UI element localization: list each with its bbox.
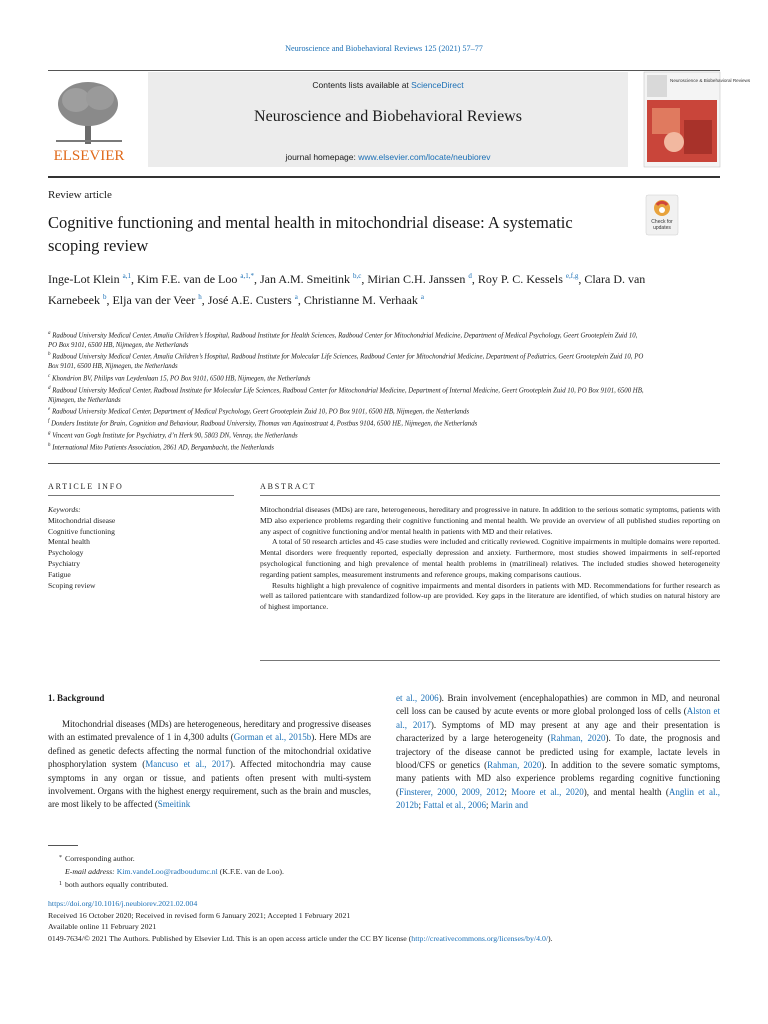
footnotes [48,852,548,891]
citation-link[interactable]: Smeitink [157,799,191,810]
author-name: Kim F.E. van de Loo [137,272,238,286]
journal-title[interactable]: Neuroscience and Biobehavioral Reviews [254,108,522,125]
author-separator: , [106,293,113,307]
affiliation-text: Donders Institute for Brain, Cognition and Behaviour, Radboud University, Thomas van Aquinostraat 4, Postbus 9104, 6500 HE, Nijmegen, the Netherlands [51,420,478,428]
body-text: ; [418,800,424,811]
author-affil-sup[interactable]: a,1,* [240,272,254,280]
keywords-block [48,505,234,591]
body-text: ; [486,800,491,811]
author-name: Roy P. C. Kessels [477,272,563,286]
body-text: ). Symptoms of MD may present at any age and their presentation is characterized by a large heterogeneity ( [396,719,720,744]
section-rule [48,463,720,464]
affiliation-text: Vincent van Gogh Institute for Psychiatry, d’n Herk 90, 5803 DN, Venray, the Netherlands [52,432,298,440]
affiliation-key: a [48,331,51,336]
badge-text-line1: Check for [651,219,673,225]
citation-link[interactable]: Mancuso et al., 2017 [145,759,230,770]
article-info-rule [48,495,234,496]
body-text: ). In addition to the severe somatic symptoms, many patients with MD also experience problems regarding cognitive functioning ( [396,760,721,797]
author-separator: , [361,272,368,286]
affiliation-text: Radboud University Medical Center, Amalia Children’s Hospital, Radboud Institute for Molecular Life Sciences, Radboud Center for Mitochondrial Medicine, Department of Pediatrics, Geert Grooteplein Zuid 10, PO Box 9101, 6500 HB, Nijmegen, the Netherlands [48,353,644,371]
affiliation-key: g [48,430,51,436]
keywords-label: Keywords: [48,505,81,514]
affiliation-text: Radboud University Medical Center, Department of Medical Psychology, Geert Grooteplein Zuid 10, PO Box 9101, 6500 HB, Nijmegen, the Netherlands [51,408,470,416]
citation-link[interactable]: Rahman, 2020 [487,760,542,771]
citation-link[interactable]: Moore et al., 2020 [511,786,584,797]
body-column-right [396,692,720,813]
citation-link[interactable]: Gorman et al., 2015b [233,732,312,743]
body-text: ). Brain involvement (encephalopathies) are common in MD, and neuronal cell loss can be caused by acute events or more global prolonged loss of cells ( [396,693,720,717]
affiliation [48,417,648,429]
author-separator: , [253,272,260,286]
elsevier-logo[interactable] [48,78,130,164]
homepage-prefix: journal homepage: [285,152,359,162]
citation-link[interactable]: Rahman, 2020 [550,733,606,744]
abstract-end-rule [260,660,720,661]
author[interactable] [112,293,201,307]
footnote-text: both authors equally contributed. [65,880,169,889]
body-text: Mitochondrial diseases (MDs) are heterogeneous, hereditary and progressive diseases with an estimated prevalence of 1 in 4,300 adults ( [48,719,371,743]
affiliation-key: e [48,407,51,413]
author[interactable] [137,272,254,286]
abstract-paragraph: A total of 50 research articles and 45 case studies were included and critically reviewed. Cognitive impairments in multiple domains were reported. Mental disorders were frequently reported, especially depression and anxiety. Furthermore, most studies showed impairments in self-reported psychological functioning and high prevalence of mental health problems in (matrilineal) relatives. The included studies showed heterogeneity regarding patient samples, measurement instruments and reference groups, making comparisons cautious. [260,537,720,579]
author-affil-sup[interactable]: e,f,g [565,272,579,280]
affiliation-text: International Mito Patients Association, 2861 AD, Bergambacht, the Netherlands [52,444,274,452]
affiliation [48,372,648,384]
author-name: Jan A.M. Smeitink [259,272,350,286]
author-affil-sup[interactable]: a,1 [122,272,132,280]
author-affil-sup[interactable]: b [102,293,107,301]
article-type: Review article [48,189,112,201]
top-rule [48,70,720,71]
author-affil-sup[interactable]: a [420,293,425,301]
elsevier-tree-icon [48,78,130,164]
citation-link[interactable]: Finsterer, 2000, 2009, 2012 [399,786,505,797]
affiliation [48,350,648,371]
author-separator: , [201,293,208,307]
citation-link[interactable]: Marin and [490,800,529,811]
keyword: Psychiatry [48,558,81,568]
footnote-corresponding [48,852,548,865]
homepage-link[interactable]: www.elsevier.com/locate/neubiorev [358,152,491,162]
citation-link[interactable]: Alston et al., 2017 [396,706,721,730]
cover-title: Neuroscience & Biobehavioral Reviews [670,78,751,83]
affiliation [48,405,648,417]
author-name: Christianne M. Verhaak [303,293,418,307]
affiliation-key: h [48,442,51,448]
keyword: Mental health [48,537,90,547]
author-separator: , [131,272,138,286]
received-dates: Received 16 October 2020; Received in revised form 6 January 2021; Accepted 1 February 2021 [48,910,351,920]
abstract-paragraph: Results highlight a high prevalence of cognitive impairments and mental disorders in patients with MD. Recommendations for further research as well as tailored patientcare with standardized follow-up are provided. Key gaps in the literature are identified, of which studies on natural history are of highest importance. [260,580,720,612]
email-label: E-mail address: [65,867,117,876]
masthead-rule [48,176,720,178]
affiliation [48,384,648,405]
affiliation [48,329,648,350]
author[interactable] [304,293,424,307]
affiliation-text: Radboud University Medical Center, Radboud Institute for Molecular Life Sciences, Radboud Center for Mitochondrial Medicine, Department of Internal Medicine, Geert Grooteplein Zuid 10, PO Box 9101, 6500 HB, Nijmegen, the Netherlands [48,387,644,404]
check-updates-icon [646,195,678,235]
affiliation-text: Radboud University Medical Center, Amalia Children’s Hospital, Radboud Institute for Health Sciences, Radboud Center for Mitochondrial Medicine, Department of Medical Psychology, Geert Grooteplein Zuid 10, PO Box 9101, 6500 HB, Nijmegen, the Netherlands [48,332,638,349]
author[interactable] [48,272,131,286]
license-prefix: 0149-7634/© 2021 The Authors. Published by Elsevier Ltd. This is an open access article under the CC BY license ( [48,933,412,943]
affiliation-list [48,329,648,453]
journal-cover-image[interactable] [644,72,751,167]
badge-text-line2: updates [653,225,671,231]
keyword: Scoping review [48,580,96,590]
article-title: Cognitive functioning and mental health in mitochondrial disease: A systematic scoping review [48,213,573,255]
abstract-heading: ABSTRACT [260,482,317,491]
footnote-rule [48,845,78,846]
license-suffix: ). [548,933,553,943]
affiliation [48,429,648,441]
author[interactable] [478,272,578,286]
body-text: ). To date, the prognosis and trajectory of the disease cannot be predicted using for example, lactate levels in blood/CFS or genetics ( [396,733,720,771]
keyword: Cognitive functioning [48,526,115,536]
check-for-updates-badge[interactable] [646,195,678,235]
journal-homepage [148,152,628,162]
footnote-email [48,865,548,878]
author[interactable] [260,272,361,286]
author[interactable] [367,272,472,286]
affiliation-text: Khondrion BV, Philips van Leydenlaan 15, PO Box 9101, 6500 HB, Nijmegen, the Netherlands [51,375,311,383]
affiliation-key: d [48,385,51,391]
contents-prefix: Contents lists available at [312,80,412,90]
author-separator: , [297,293,304,307]
email-suffix: (K.F.E. van de Loo). [217,867,284,876]
body-paragraph [396,692,720,813]
affiliation-key: f [48,419,50,425]
affiliation-key: b [48,352,51,358]
license-line [48,933,720,945]
affiliation [48,441,648,453]
publisher-name: ELSEVIER [53,148,125,164]
author[interactable] [208,293,298,307]
author-affil-sup[interactable]: h [198,293,202,301]
footnote-symbol: 1 [59,881,62,887]
abstract-rule [260,495,720,496]
license-link[interactable]: http://creativecommons.org/licenses/by/4.0/ [411,933,549,943]
abstract-paragraph: Mitochondrial diseases (MDs) are rare, heterogeneous, hereditary and progressive in nature. In addition to the serious somatic symptoms, patients with MD also experience problems regarding their cognitive functioning and mental health. We provide an overview of all published studies reporting on any aspect of cognitive functioning and/or mental health in patients with MD and their relatives. [260,505,720,536]
body-text: ), and mental health ( [583,786,669,797]
footnote-symbol: * [59,855,62,861]
keyword: Fatigue [48,569,71,579]
sciencedirect-link[interactable]: ScienceDirect [411,80,464,90]
author-name: Elja van der Veer [112,293,196,307]
body-paragraph [48,718,371,812]
author-affil-sup[interactable]: d [468,272,472,280]
body-text: ; [504,786,512,797]
body-column-left [48,718,371,812]
section-heading: 1. Background [48,693,105,703]
author-name: José A.E. Custers [207,293,292,307]
citation-link[interactable]: Anglin et al., 2012b [396,786,720,811]
abstract-body [260,505,720,613]
keyword: Mitochondrial disease [48,515,116,525]
contents-line [148,80,628,90]
online-date: Available online 11 February 2021 [48,922,157,932]
author-separator: , [578,272,585,286]
doi-link[interactable]: https://doi.org/10.1016/j.neubiorev.2021.02.004 [48,899,198,908]
body-text: ). Here MDs are defined as genetic defects affecting the normal function of the mitochondrial oxidative phosphorylation system ( [48,732,371,770]
article-info-heading: ARTICLE INFO [48,482,124,491]
footnote-text: Corresponding author. [65,854,135,863]
body-text: ). Affected mitochondria may cause symptoms in any organ or tissue, and patients often present with multi-system involvement. Organs with the highest energy requirement, such as the brain and muscles, are most likely to be affected ( [48,759,371,810]
author-name: Inge-Lot Klein [48,272,120,286]
author-list [48,267,648,309]
email-link[interactable]: Kim.vandeLoo@radboudumc.nl [116,867,218,876]
citation-link[interactable]: et al., 2006 [396,693,439,703]
author-name: Clara D. van Karnebeek [48,272,646,307]
cover-art-icon [644,72,751,167]
author-affil-sup[interactable]: a [294,293,298,301]
article-meta [48,898,720,944]
journal-reference[interactable]: Neuroscience and Biobehavioral Reviews 125 (2021) 57–77 [285,44,483,53]
affiliation-key: c [48,373,51,379]
footnote-equal [48,878,548,891]
author-affil-sup[interactable]: b,c [353,272,362,280]
keyword: Psychology [48,548,84,558]
author-separator: , [471,272,478,286]
author-name: Mirian C.H. Janssen [367,272,466,286]
citation-link[interactable]: Fattal et al., 2006 [423,800,487,811]
